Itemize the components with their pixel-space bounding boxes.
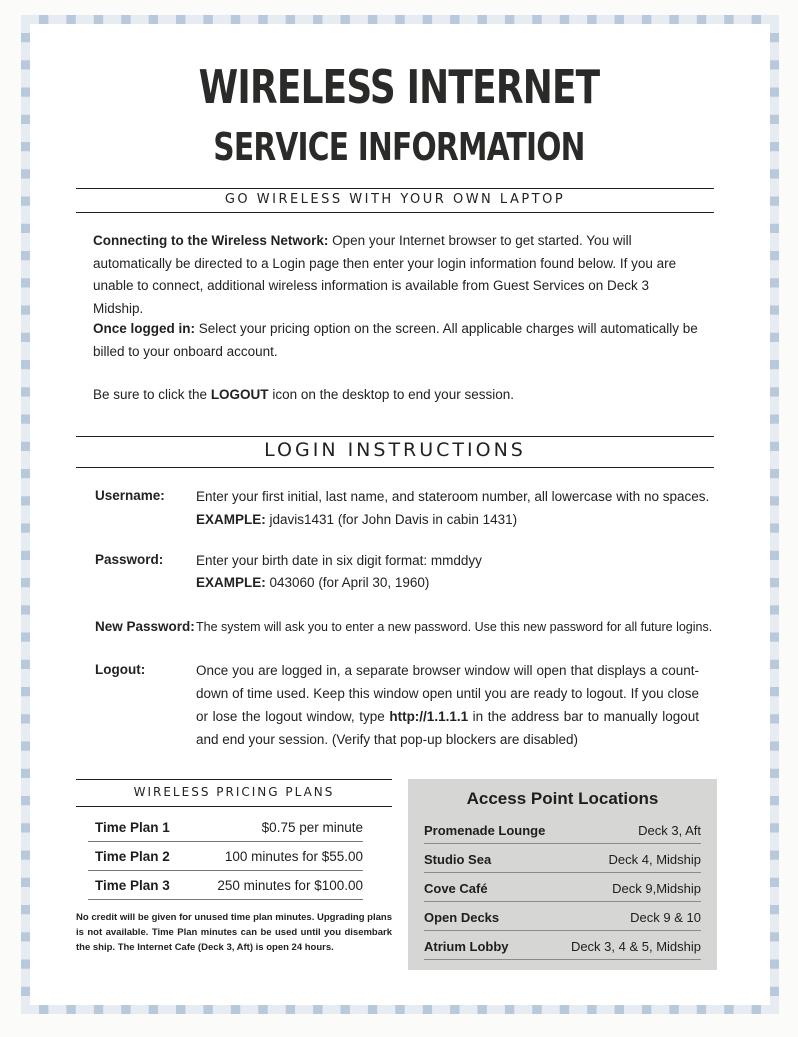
logged-in-paragraph: [93, 318, 699, 363]
access-point-row: [424, 846, 701, 873]
logout-keyword: LOGOUT: [210, 387, 269, 402]
logout-text-1: Once you are logged in, a separate browser window will open that displays a count-down of time used. Keep this window open until you are ready to logout. If you close or lose the logout window, type: [196, 663, 699, 724]
pricing-heading: WIRELESS PRICING PLANS: [133, 785, 335, 799]
logout-text: [196, 659, 699, 751]
access-point-row: [424, 933, 701, 960]
plan-name: Time Plan 3: [95, 878, 170, 893]
logout-text-2: in the address bar to manually logout and end your session. (Verify that pop-up blockers are disabled): [196, 709, 700, 747]
logout-label: Logout:: [95, 662, 146, 677]
logged-in-label: Once logged in:: [93, 321, 196, 336]
new-password-label: New Password:: [95, 619, 195, 634]
section1-top-rule: [76, 188, 714, 189]
section2-bottom-rule: [76, 467, 714, 468]
access-point-deck: Deck 9,Midship: [612, 881, 701, 896]
plan-name: Time Plan 1: [95, 820, 170, 835]
logout-reminder-post: icon on the desktop to end your session.: [268, 387, 514, 402]
plan-name: Time Plan 2: [95, 849, 170, 864]
access-point-row: [424, 904, 701, 931]
username-example-value: jdavis1431 (for John Davis in cabin 1431): [265, 512, 518, 527]
password-example-label: EXAMPLE:: [196, 575, 266, 590]
username-text: Enter your first initial, last name, and stateroom number, all lowercase with no spaces.: [196, 489, 710, 504]
logout-reminder-pre: Be sure to click the: [93, 387, 211, 402]
access-point-name: Studio Sea: [424, 852, 492, 867]
pricing-top-rule: [76, 779, 392, 780]
plan-price: $0.75 per minute: [261, 820, 363, 835]
access-point-box: [408, 779, 717, 970]
password-text: Enter your birth date in six digit format: mmddyy: [196, 553, 482, 568]
access-point-deck: Deck 3, 4 & 5, Midship: [570, 939, 701, 954]
connecting-text: Open your Internet browser to get started. You will automatically be directed to a Login page then enter your login information found below. If you are unable to connect, additional wireless information is available from Guest Services on Deck 3 Midship.: [93, 233, 677, 316]
username-example: [196, 508, 517, 531]
title-line-2: SERVICE INFORMATION: [213, 125, 585, 169]
access-point-row: [424, 875, 701, 902]
connecting-label: Connecting to the Wireless Network:: [93, 233, 329, 248]
access-point-name: Open Decks: [424, 910, 500, 925]
new-password-text: The system will ask you to enter a new password. Use this new password for all future logins.: [196, 620, 713, 634]
logout-reminder: [93, 384, 699, 407]
plan-row: [88, 815, 363, 842]
section2-top-rule: [76, 436, 714, 437]
access-point-deck: Deck 3, Aft: [638, 823, 701, 838]
username-label: Username:: [95, 488, 165, 503]
plan-row: [88, 873, 363, 900]
password-example: [196, 571, 429, 594]
logout-url: http://1.1.1.1: [389, 709, 469, 724]
access-point-deck: Deck 4, Midship: [608, 852, 701, 867]
access-point-deck: Deck 9 & 10: [630, 910, 701, 925]
connecting-paragraph: [93, 230, 699, 320]
plan-row: [88, 844, 363, 871]
section2-heading: LOGIN INSTRUCTIONS: [264, 439, 526, 461]
pricing-note: No credit will be given for unused time plan minutes. Upgrading plans is not available. Time Plan minutes can be used until you disembark the ship. The Internet Cafe (Deck 3, Aft) is open 24 hours.: [76, 912, 392, 953]
access-point-row: [424, 817, 701, 844]
access-point-name: Cove Café: [424, 881, 488, 896]
pricing-bottom-rule: [76, 806, 392, 807]
section1-heading: GO WIRELESS WITH YOUR OWN LAPTOP: [224, 192, 566, 207]
access-point-name: Promenade Lounge: [424, 823, 546, 838]
password-label: Password:: [95, 552, 164, 567]
password-example-value: 043060 (for April 30, 1960): [265, 575, 430, 590]
access-point-heading: Access Point Locations: [466, 789, 659, 808]
access-point-name: Atrium Lobby: [424, 939, 509, 954]
logged-in-text: Select your pricing option on the screen. All applicable charges will automatically be billed to your onboard account.: [93, 321, 698, 359]
section1-bottom-rule: [76, 212, 714, 213]
username-example-label: EXAMPLE:: [196, 512, 266, 527]
plan-price: 100 minutes for $55.00: [224, 849, 363, 864]
title-line-1: WIRELESS INTERNET: [198, 60, 600, 114]
plan-price: 250 minutes for $100.00: [217, 878, 363, 893]
